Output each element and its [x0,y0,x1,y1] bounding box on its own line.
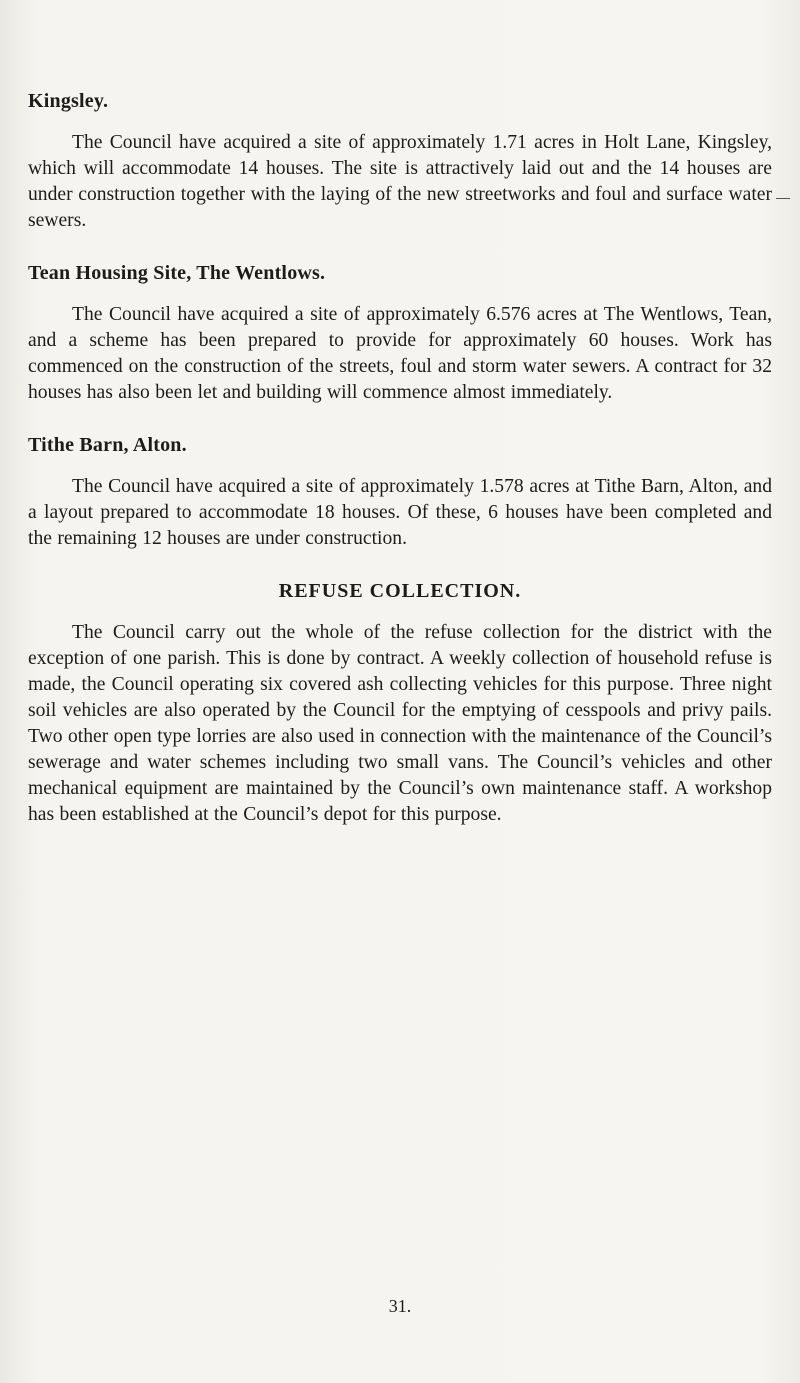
margin-mark [776,198,790,199]
section-tean-housing [28,260,772,406]
section-paragraph: The Council have acquired a site of approximately 1.578 acres at Tithe Barn, Alton, and a layout prepared to accommodate 18 houses. Of these, 6 houses have been completed and the remaining 12 houses are under construction. [28,476,772,549]
section-heading: Kingsley. [28,90,109,112]
section-paragraph: The Council have acquired a site of approximately 1.71 acres in Holt Lane, Kingsley, which will accommodate 14 houses. The site is attractively laid out and the 14 houses are under construction together with the laying of the new streetworks and foul and surface water sewers. [28,132,772,231]
section-kingsley [28,88,772,234]
page-content [28,88,772,854]
section-heading: Tean Housing Site, The Wentlows. [28,262,326,284]
section-heading: Tithe Barn, Alton. [28,434,187,456]
refuse-collection-paragraph: The Council carry out the whole of the refuse collection for the district with the exception of one parish. This is done by contract. A weekly collection of household refuse is made, the Council operating six covered ash collecting vehicles for this purpose. Three night soil vehicles are also operated by the Council for the emptying of cesspools and privy pails. Two other open type lorries are also used in connection with the maintenance of the Council’s sewerage and water schemes including two small vans. The Council’s vehicles and other mechanical equipment are maintained by the Council’s own maintenance staff. A workshop has been established at the Council’s depot for this purpose. [28,622,772,825]
section-paragraph: The Council have acquired a site of approximately 6.576 acres at The Wentlows, Tean, and a scheme has been prepared to provide for approximately 60 houses. Work has commenced on the construction of the streets, foul and storm water sewers. A contract for 32 houses has also been let and building will commence almost immediately. [28,304,772,403]
section-refuse-collection [28,578,772,828]
section-tithe-barn [28,432,772,552]
page-number: 31. [388,1296,412,1316]
refuse-collection-heading: REFUSE COLLECTION. [278,580,522,602]
